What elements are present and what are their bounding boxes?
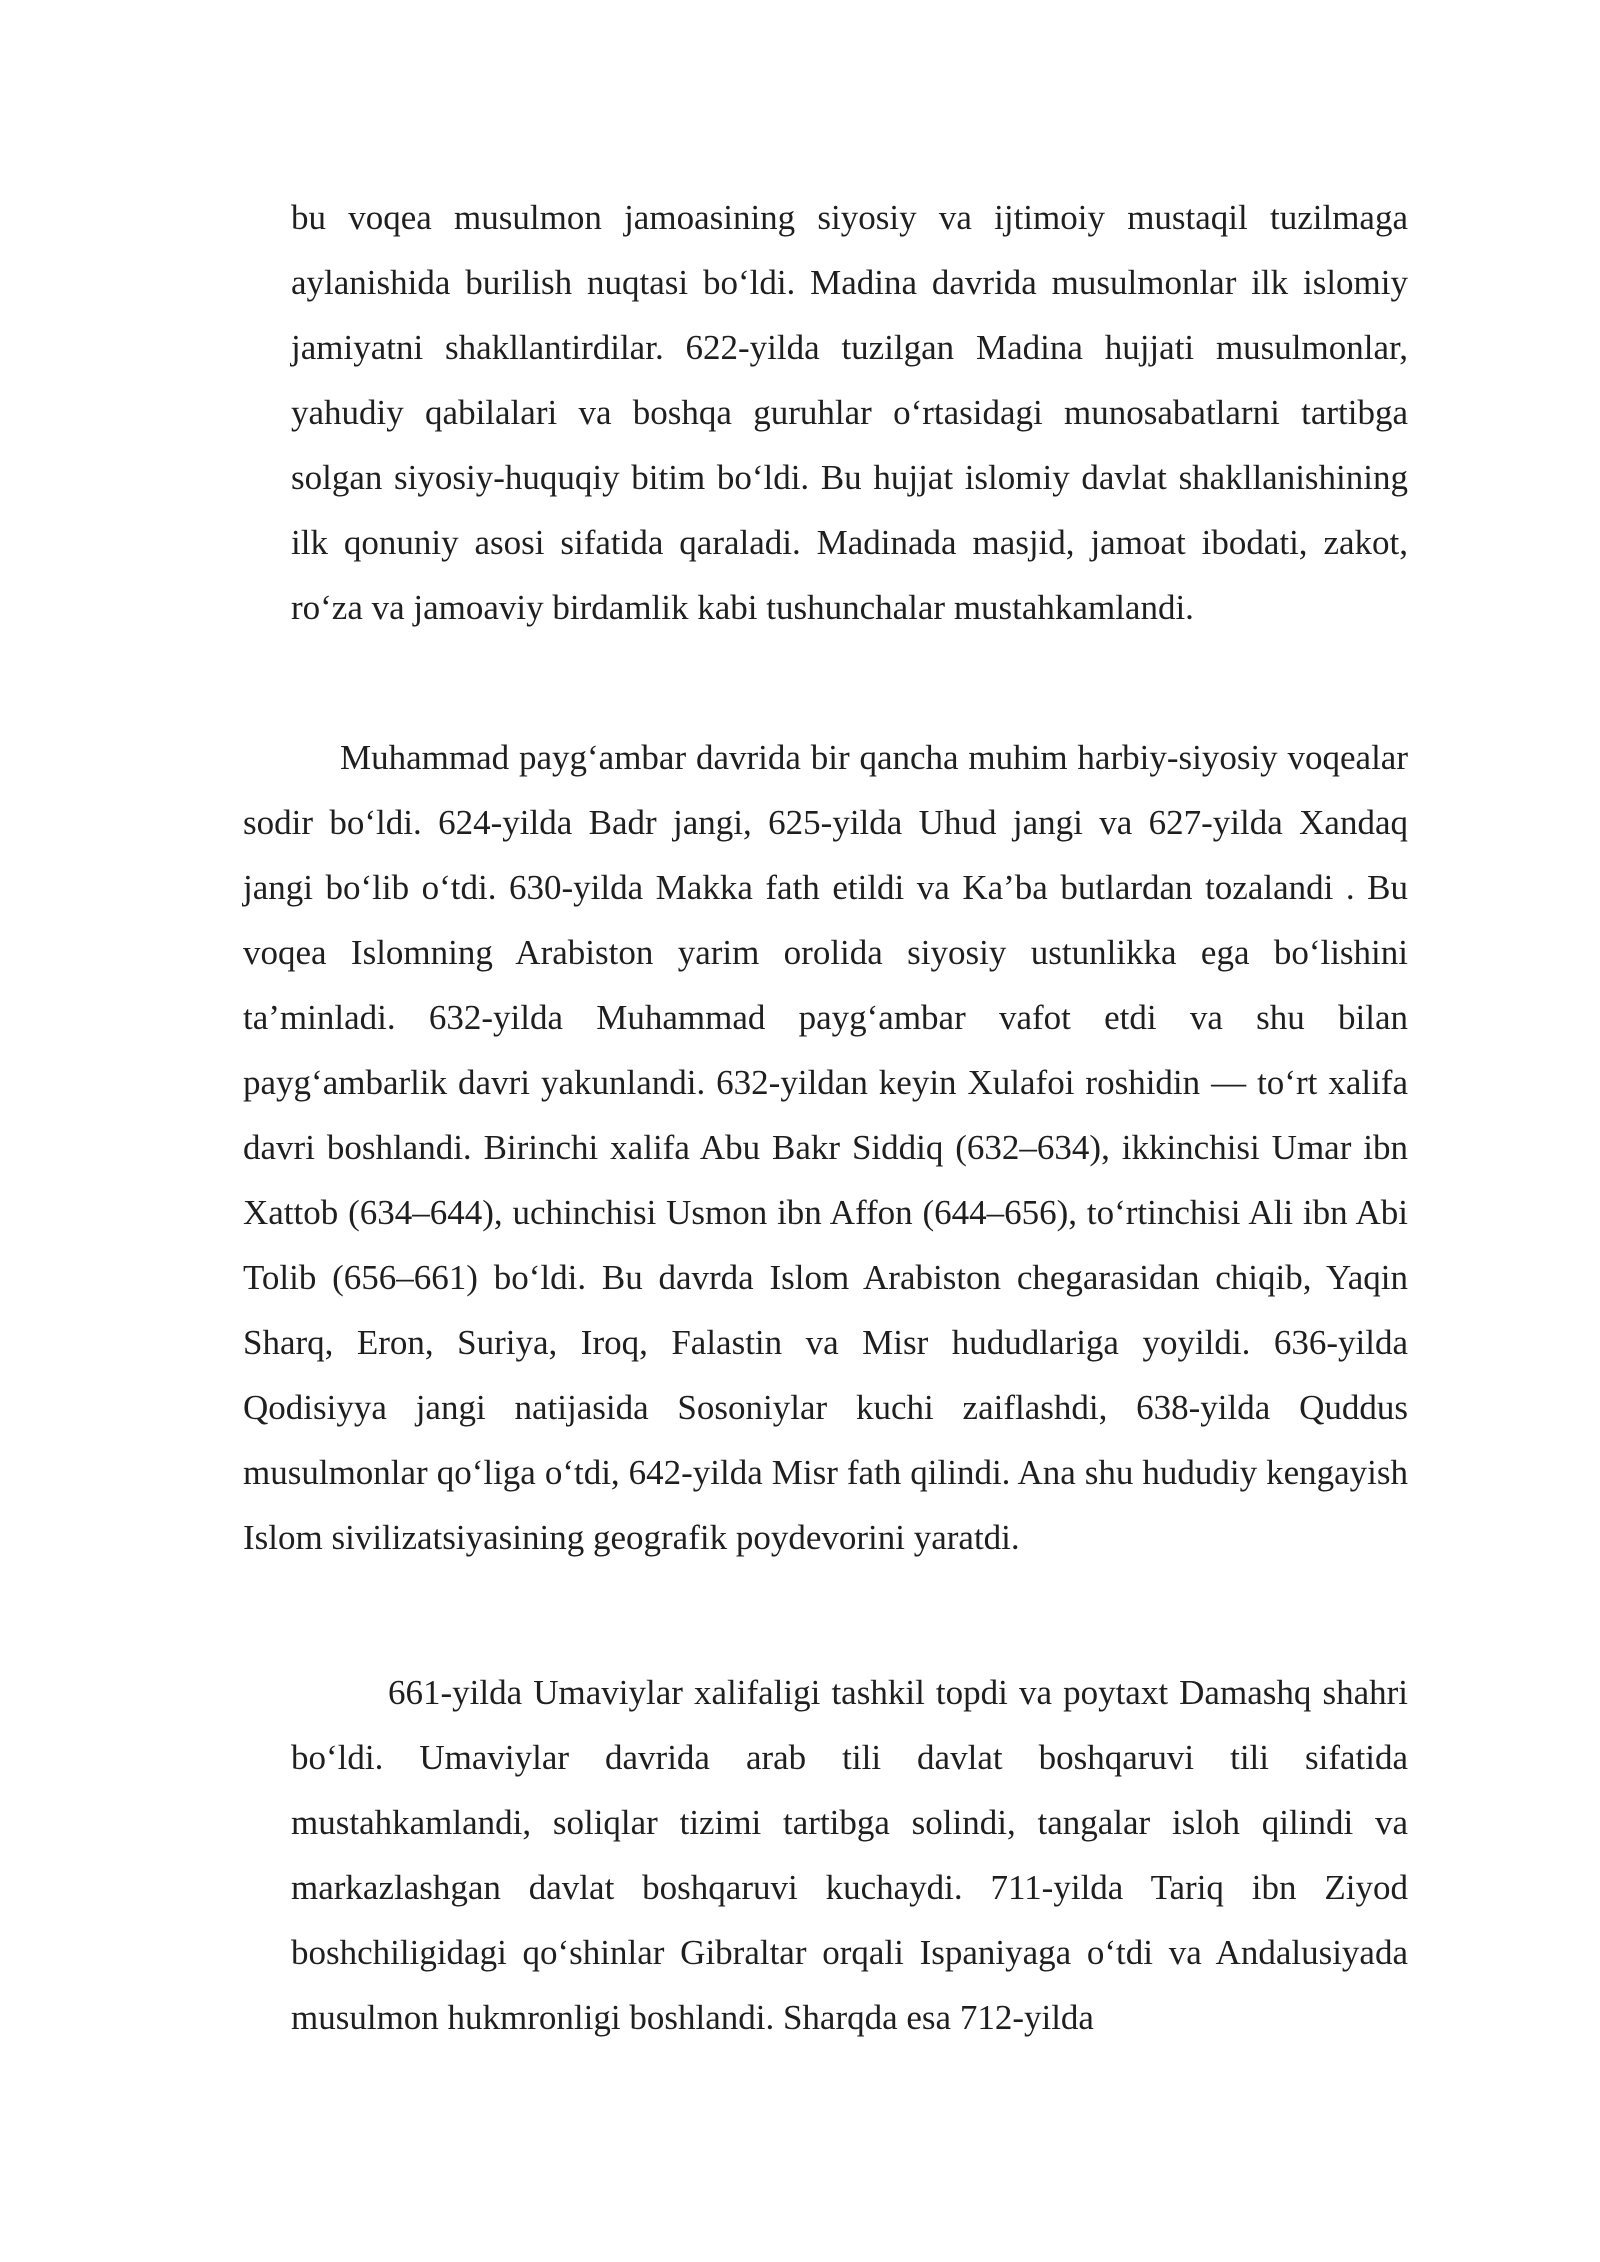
paragraph-medina-period: bu voqea musulmon jamoasining siyosiy va ijtimoiy mustaqil tuzilmaga aylanishida burilish nuqtasi bo‘ldi. Madina davrida musulmonlar ilk islomiy jamiyatni shakllantirdilar. 622-yilda tuzilgan Madina hujjati musulmonlar, yahudiy qabilalari va boshqa guruhlar o‘rtasidagi munosabatlarni tartibga solgan siyosiy-huquqiy bitim bo‘ldi. Bu hujjat islomiy davlat shakllanishining ilk qonuniy asosi sifatida qaraladi. Madinada masjid, jamoat ibodati, zakot, ro‘za va jamoaviy birdamlik kabi tushunchalar mustahkamlandi. (291, 198, 1408, 627)
paragraph-umayyad-caliphate: 661-yilda Umaviylar xalifaligi tashkil topdi va poytaxt Damashq shahri bo‘ldi. Umaviylar davrida arab tili davlat boshqaruvi tili sifatida mustahkamlandi, soliqlar tizimi tartibga solindi, tangalar isloh qilindi va markazlashgan davlat boshqaruvi kuchaydi. 711-yilda Tariq ibn Ziyod boshchiligidagi qo‘shinlar Gibraltar orqali Ispaniyaga o‘tdi va Andalusiyada musulmon hukmronligi boshlandi. Sharqda esa 712-yilda (291, 1673, 1408, 2037)
paragraph-prophet-and-caliphs: Muhammad payg‘ambar davrida bir qancha muhim harbiy-siyosiy voqealar sodir bo‘ldi. 624-yilda Badr jangi, 625-yilda Uhud jangi va 627-yilda Xandaq jangi bo‘lib o‘tdi. 630-yilda Makka fath etildi va Ka’ba butlardan tozalandi . Bu voqea Islomning Arabiston yarim orolida siyosiy ustunlikka ega bo‘lishini ta’minladi. 632-yilda Muhammad payg‘ambar vafot etdi va shu bilan payg‘ambarlik davri yakunlandi. 632-yildan keyin Xulafoi roshidin — to‘rt xalifa davri boshlandi. Birinchi xalifa Abu Bakr Siddiq (632–634), ikkinchisi Umar ibn Xattob (634–644), uchinchisi Usmon ibn Affon (644–656), to‘rtinchisi Ali ibn Abi Tolib (656–661) bo‘ldi. Bu davrda Islom Arabiston chegarasidan chiqib, Yaqin Sharq, Eron, Suriya, Iroq, Falastin va Misr hududlariga yoyildi. 636-yilda Qodisiyya jangi natijasida Sosoniylar kuchi zaiflashdi, 638-yilda Quddus musulmonlar qo‘liga o‘tdi, 642-yilda Misr fath qilindi. Ana shu hududiy kengayish Islom sivilizatsiyasining geografik poydevorini yaratdi. (243, 738, 1408, 1557)
